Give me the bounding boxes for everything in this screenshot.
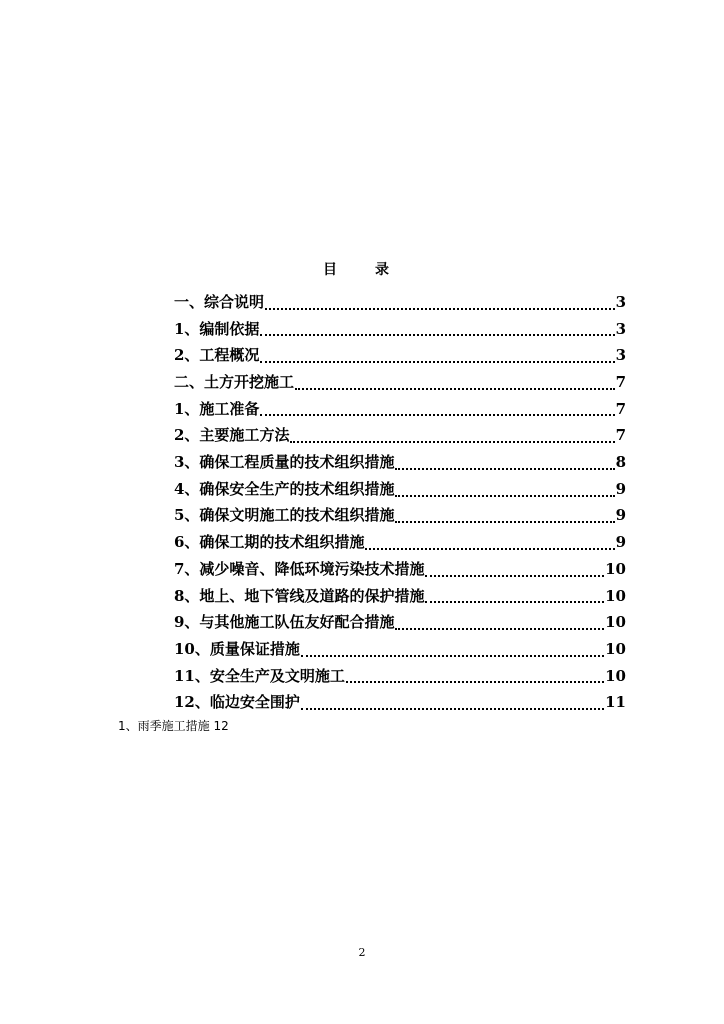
toc-entry-label: 6、确保工期的技术组织措施 <box>174 533 365 552</box>
toc-entry-page: 10 <box>605 666 626 685</box>
toc-entry[interactable] <box>174 556 626 583</box>
toc-leader-dots <box>260 343 614 363</box>
toc-entry-label: 5、确保文明施工的技术组织措施 <box>174 506 395 525</box>
toc-leader-dots <box>425 583 604 603</box>
toc-entry-label: 4、确保安全生产的技术组织措施 <box>174 479 395 498</box>
toc-entry-page: 10 <box>605 639 626 658</box>
toc-entry-label: 7、减少噪音、降低环境污染技术措施 <box>174 559 425 578</box>
toc-entry[interactable] <box>174 636 626 663</box>
toc-entry-page: 9 <box>615 506 626 525</box>
toc-leader-dots <box>365 530 614 550</box>
toc-title: 目 录 <box>323 262 401 278</box>
toc-entry-label: 1、施工准备 <box>174 399 260 418</box>
toc-entry-page: 9 <box>615 533 626 552</box>
toc-leader-dots <box>260 316 614 336</box>
toc-entry[interactable] <box>174 583 626 610</box>
toc-entry-label: 一、综合说明 <box>174 292 265 311</box>
toc-entry-page: 10 <box>605 559 626 578</box>
toc-leader-dots <box>395 450 614 470</box>
toc-entry-page: 7 <box>615 426 626 445</box>
toc-leader-dots <box>346 663 604 683</box>
toc-entry-label: 2、工程概况 <box>174 346 260 365</box>
toc-entry-page: 7 <box>615 373 626 392</box>
toc-entry-label: 9、与其他施工队伍友好配合措施 <box>174 613 395 632</box>
toc-entry[interactable] <box>174 289 626 316</box>
toc-entry-label: 1、编制依据 <box>174 319 260 338</box>
loose-toc-line: 1、雨季施工措施 12 <box>118 719 229 733</box>
toc-leader-dots <box>265 290 615 310</box>
toc-entry-page: 9 <box>615 479 626 498</box>
toc-entry-label: 2、主要施工方法 <box>174 426 290 445</box>
toc-entry[interactable] <box>174 396 626 423</box>
toc-entry[interactable] <box>174 316 626 343</box>
toc-entry-page: 3 <box>615 292 626 311</box>
toc-entry-page: 7 <box>615 399 626 418</box>
toc-entry[interactable] <box>174 449 626 476</box>
toc-leader-dots <box>301 690 604 710</box>
toc-entry-label: 二、土方开挖施工 <box>174 373 295 392</box>
toc-entry[interactable] <box>174 503 626 530</box>
page-number: 2 <box>358 946 366 959</box>
toc-entry-page: 3 <box>615 346 626 365</box>
toc-entry[interactable] <box>174 342 626 369</box>
toc-entry-page: 10 <box>605 613 626 632</box>
toc-entry[interactable] <box>174 663 626 690</box>
toc-entry-label: 11、安全生产及文明施工 <box>174 666 345 685</box>
toc-entry[interactable] <box>174 529 626 556</box>
toc-entry-page: 10 <box>605 586 626 605</box>
toc-entry-page: 11 <box>605 693 626 712</box>
toc-entry-label: 8、地上、地下管线及道路的保护措施 <box>174 586 425 605</box>
toc-leader-dots <box>395 610 604 630</box>
toc-entry[interactable] <box>174 689 626 716</box>
toc-entry[interactable] <box>174 476 626 503</box>
toc-entry-page: 8 <box>615 453 626 472</box>
toc-list <box>174 289 626 716</box>
toc-leader-dots <box>425 557 604 577</box>
toc-leader-dots <box>395 477 614 497</box>
toc-entry[interactable] <box>174 422 626 449</box>
toc-entry[interactable] <box>174 369 626 396</box>
toc-leader-dots <box>290 423 614 443</box>
toc-entry-label: 12、临边安全围护 <box>174 693 300 712</box>
toc-leader-dots <box>260 396 614 416</box>
toc-entry-page: 3 <box>615 319 626 338</box>
toc-entry[interactable] <box>174 609 626 636</box>
toc-entry-label: 3、确保工程质量的技术组织措施 <box>174 453 395 472</box>
toc-leader-dots <box>301 637 604 657</box>
toc-entry-label: 10、质量保证措施 <box>174 639 300 658</box>
toc-leader-dots <box>395 503 614 523</box>
toc-leader-dots <box>295 370 615 390</box>
